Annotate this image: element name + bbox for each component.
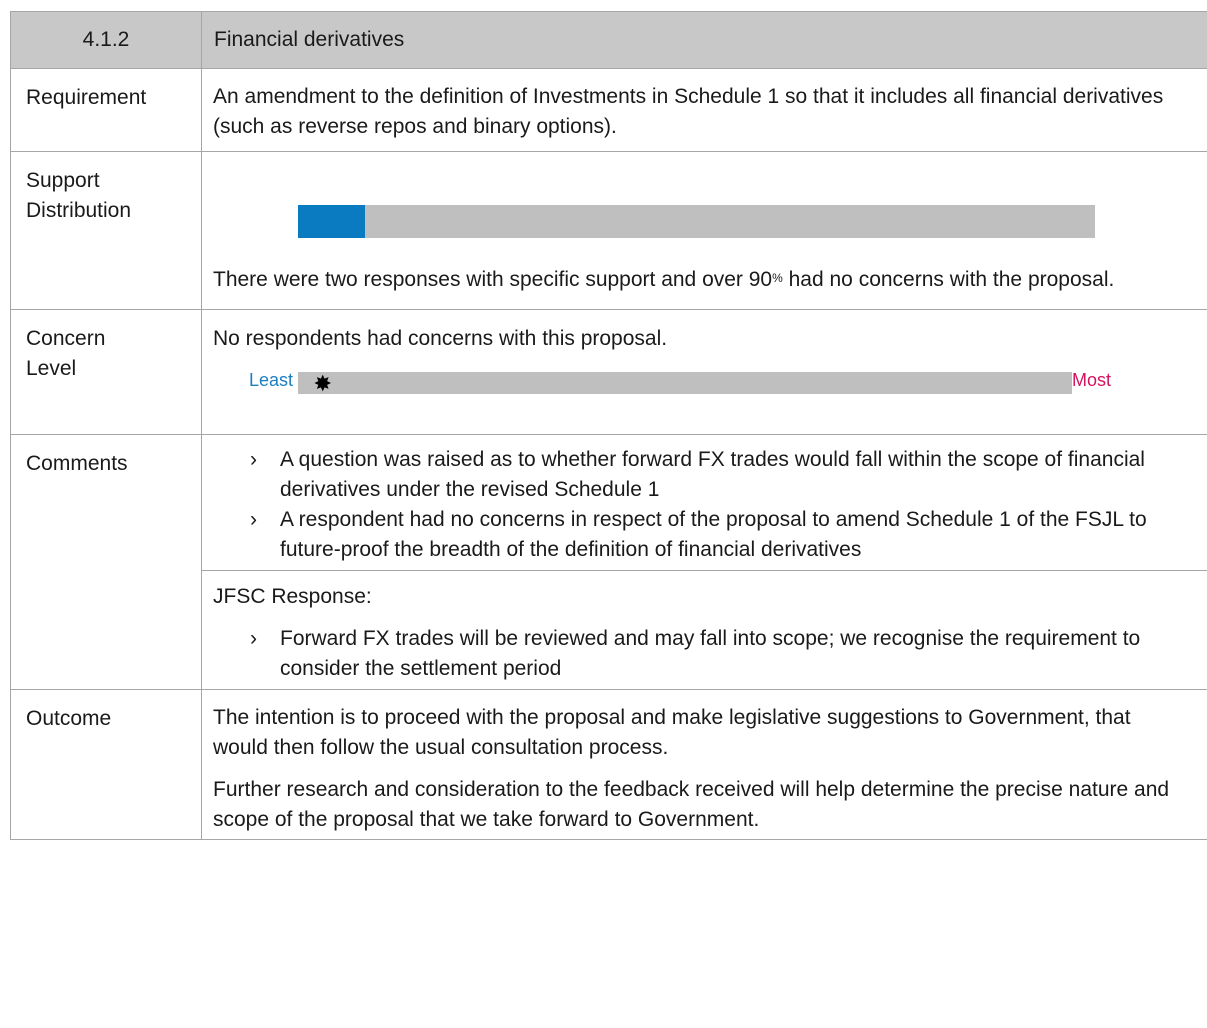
outcome-paragraph: The intention is to proceed with the proposal and make legislative suggestions to Government, that would then follow the usual consultation process.: [213, 706, 1131, 759]
section-number: 4.1.2: [11, 12, 202, 69]
comment-item: › A respondent had no concerns in respect of the proposal to amend Schedule 1 of the FSJL to future-proof the breadth of the definition of financial derivatives: [213, 505, 1191, 565]
support-cell: [202, 152, 1207, 310]
section-title: Financial derivatives: [202, 12, 1207, 69]
concern-cell: [202, 310, 1207, 435]
comments-label: Comments: [11, 435, 202, 690]
comments-row: [11, 435, 1207, 571]
comments-cell: [202, 435, 1207, 571]
jfsc-response-list: [213, 624, 1191, 684]
support-label-line2: Distribution: [26, 199, 132, 222]
requirement-text: An amendment to the definition of Investments in Schedule 1 so that it includes all financial derivatives (such as reverse repos and binary options).: [202, 69, 1207, 152]
jfsc-response-heading: JFSC Response:: [213, 585, 372, 608]
comment-item: › A question was raised as to whether forward FX trades would fall within the scope of financial derivatives under the revised Schedule 1: [213, 445, 1191, 505]
bullet-marker: ›: [250, 508, 257, 531]
least-label: Least: [249, 370, 294, 390]
concern-level-bar: [298, 372, 1072, 394]
section-header-row: [11, 12, 1207, 69]
star-icon: ✸: [313, 371, 332, 396]
bullet-marker: ›: [250, 627, 257, 650]
percent-sign: %: [772, 271, 783, 285]
proposal-table: [10, 11, 1207, 840]
concern-label-line1: Concern: [26, 327, 106, 350]
support-distribution-bar: [298, 205, 1095, 238]
concern-label: [11, 310, 202, 435]
requirement-row: [11, 69, 1207, 152]
support-text: There were two responses with specific support and over 90% had no concerns with the proposal.: [213, 268, 1115, 291]
concern-label-line2: Level: [26, 357, 77, 380]
response-item: › Forward FX trades will be reviewed and may fall into scope; we recognise the requirement to consider the settlement period: [213, 624, 1191, 684]
outcome-cell: [202, 690, 1207, 840]
document-page: [10, 11, 1207, 840]
outcome-paragraph: Further research and consideration to the feedback received will help determine the precise nature and scope of the proposal that we take forward to Government.: [213, 778, 1170, 831]
support-row: [11, 152, 1207, 310]
most-label: Most: [1072, 370, 1112, 390]
concern-row: [11, 310, 1207, 435]
jfsc-response-cell: [202, 571, 1207, 690]
support-label: [11, 152, 202, 310]
support-label-line1: Support: [26, 169, 100, 192]
bullet-marker: ›: [250, 448, 257, 471]
outcome-label: Outcome: [11, 690, 202, 840]
comments-list: [213, 445, 1191, 565]
support-bar-fill: [298, 205, 365, 238]
concern-text: No respondents had concerns with this proposal.: [213, 327, 668, 350]
outcome-row: [11, 690, 1207, 840]
requirement-label: Requirement: [11, 69, 202, 152]
